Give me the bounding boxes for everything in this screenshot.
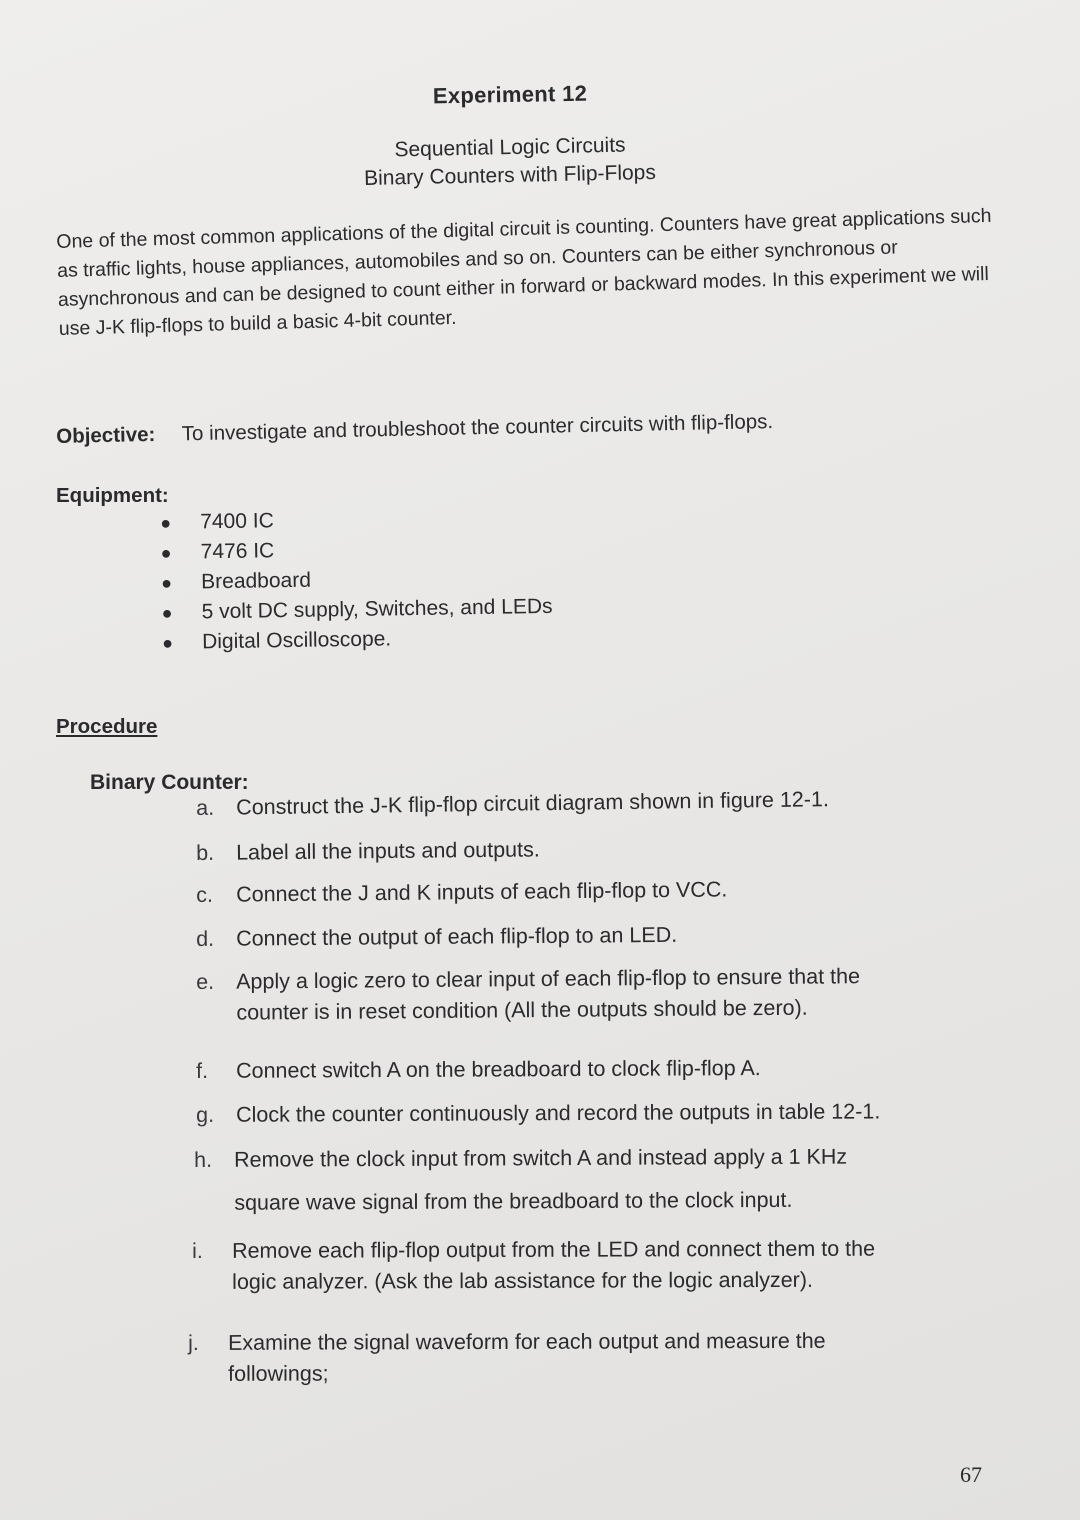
procedure-step-b: b. Label all the inputs and outputs. [196, 837, 540, 865]
equipment-list [160, 502, 553, 658]
bullet-icon: ● [160, 542, 172, 563]
equipment-item: ● Digital Oscilloscope. [162, 622, 553, 658]
bullet-icon: ● [160, 512, 172, 533]
subtitle-line-1: Sequential Logic Circuits [394, 133, 626, 162]
procedure-step-g: g. Clock the counter continuously and record the outputs in table 12-1. [196, 1099, 881, 1127]
procedure-step-h: h. Remove the clock input from switch A and instead apply a 1 KHz square wave signal from the breadboard to the clock input. [194, 1144, 848, 1215]
procedure-step-j: j. Examine the signal waveform for each output and measure the followings; [188, 1328, 826, 1386]
equipment-item: ● 7476 IC [160, 532, 551, 568]
subtitle-line-2: Binary Counters with Flip-Flops [363, 160, 657, 191]
equipment-item: ● 5 volt DC supply, Switches, and LEDs [161, 592, 552, 628]
experiment-title: Experiment 12 [432, 80, 588, 109]
procedure-step-f: f. Connect switch A on the breadboard to clock flip-flop A. [196, 1056, 761, 1083]
binary-counter-subheading: Binary Counter: [90, 771, 249, 794]
procedure-step-a: a. Construct the J-K flip-flop circuit diagram shown in figure 12-1. [196, 787, 830, 820]
bullet-icon: ● [161, 602, 173, 623]
equipment-label: Equipment: [56, 484, 169, 507]
procedure-step-i: i. Remove each flip-flop output from the LED and connect them to the logic analyzer. (Ask the lab assistance for the logic analyzer). [192, 1236, 876, 1294]
intro-paragraph: One of the most common applications of the digital circuit is counting. Counters have great applications such as traffic lights, house appliances, automobiles and so on. Counters can be either synchronous or asynchronous and can be designed to count either in forward or backward modes. In this experiment we will use J-K flip-flops to build a basic 4-bit counter. [56, 204, 992, 340]
equipment-item: ● Breadboard [161, 562, 552, 598]
objective-text: To investigate and troubleshoot the counter circuits with flip-flops. [181, 409, 774, 446]
equipment-item: ● 7400 IC [160, 502, 551, 538]
objective-section [56, 410, 773, 449]
procedure-step-e: e. Apply a logic zero to clear input of each flip-flop to ensure that the counter is in reset condition (All the outputs should be zero). [196, 964, 861, 1025]
procedure-step-c: c. Connect the J and K inputs of each flip-flop to VCC. [196, 877, 728, 907]
procedure-step-d: d. Connect the output of each flip-flop to an LED. [196, 922, 678, 951]
procedure-heading: Procedure [56, 715, 158, 738]
page-number: 67 [960, 1462, 982, 1487]
bullet-icon: ● [161, 632, 174, 653]
objective-label: Objective: [56, 422, 156, 448]
bullet-icon: ● [161, 572, 173, 593]
